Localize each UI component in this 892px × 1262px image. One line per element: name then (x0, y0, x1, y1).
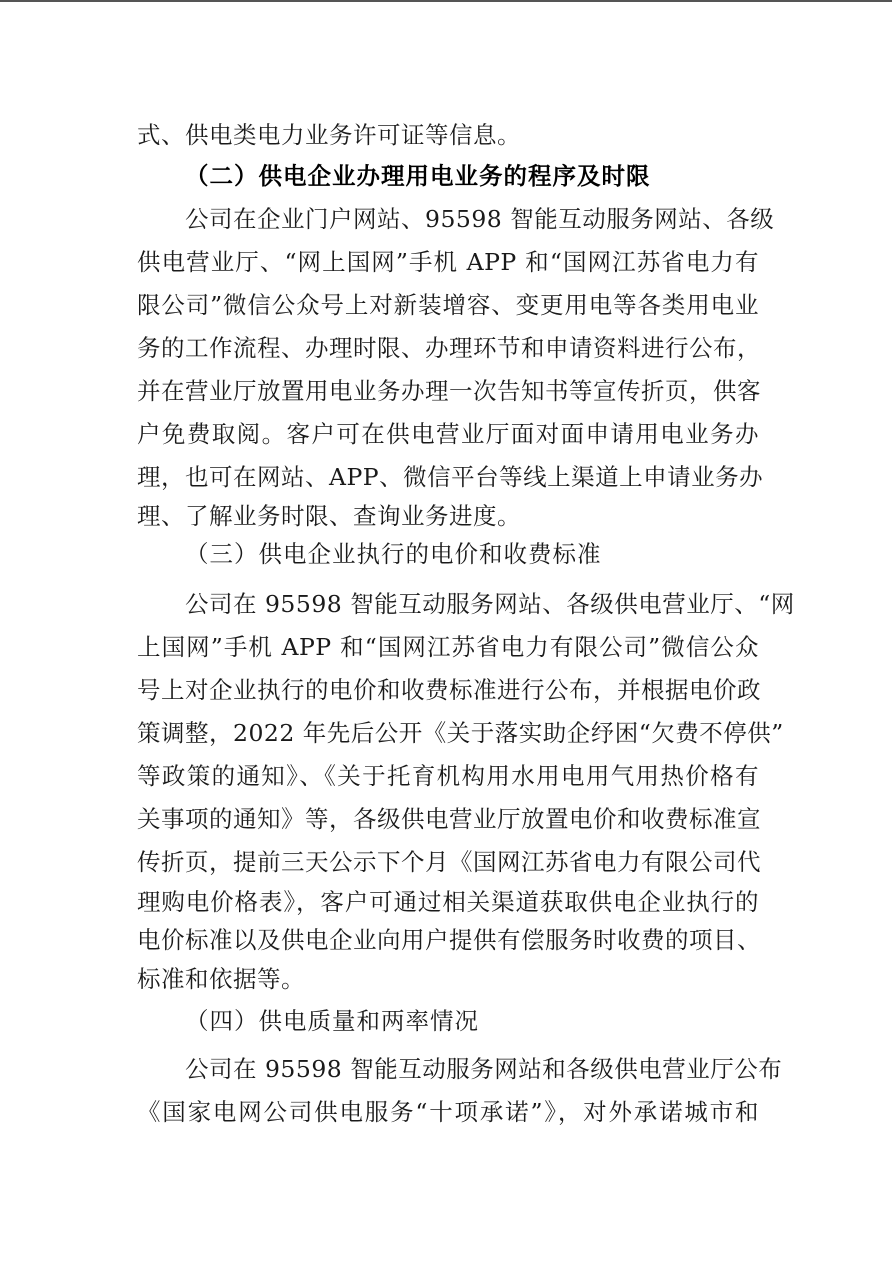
paragraph-line: 公司在 95598 智能互动服务网站、各级供电营业厅、“网 (185, 590, 795, 618)
paragraph-line: 公司在企业门户网站、95598 智能互动服务网站、各级 (185, 205, 775, 233)
paragraph-line: 号上对企业执行的电价和收费标准进行公布，并根据电价政 (137, 676, 761, 704)
paragraph-line: 公司在 95598 智能互动服务网站和各级供电营业厅公布 (185, 1055, 783, 1083)
paragraph-line: 策调整，2022 年先后公开《关于落实助企纾困“欠费不停供” (137, 719, 784, 747)
paragraph-line: 式、供电类电力业务许可证等信息。 (137, 121, 521, 149)
paragraph-line: 等政策的通知》、《关于托育机构用水用电用气用热价格有 (137, 762, 759, 790)
paragraph-line: 限公司”微信公众号上对新装增容、变更用电等各类用电业 (137, 291, 759, 319)
paragraph-line: 传折页，提前三天公示下个月《国网江苏省电力有限公司代 (137, 848, 761, 876)
paragraph-line: 供电营业厅、“网上国网”手机 APP 和“国网江苏省电力有 (137, 248, 759, 276)
section-heading-3: （三）供电企业执行的电价和收费标准 (185, 540, 602, 568)
paragraph-line: 标准和依据等。 (137, 965, 305, 993)
paragraph-line: 上国网”手机 APP 和“国网江苏省电力有限公司”微信公众 (137, 633, 759, 661)
paragraph-line: 并在营业厅放置用电业务办理一次告知书等宣传折页，供客 (137, 377, 761, 405)
paragraph-line: 理、了解业务时限、查询业务进度。 (137, 502, 521, 530)
paragraph-line: 理购电价格表》，客户可通过相关渠道获取供电企业执行的 (137, 888, 759, 916)
paragraph-line: 户免费取阅。客户可在供电营业厅面对面申请用电业务办 (137, 420, 759, 448)
section-heading-2: （二）供电企业办理用电业务的程序及时限 (185, 162, 651, 190)
paragraph-line: 理，也可在网站、APP、微信平台等线上渠道上申请业务办 (137, 463, 764, 491)
paragraph-line: 务的工作流程、办理时限、办理环节和申请资料进行公布， (137, 334, 761, 362)
paragraph-line: 《国家电网公司供电服务“十项承诺”》，对外承诺城市和 (137, 1098, 759, 1126)
paragraph-line: 电价标准以及供电企业向用户提供有偿服务时收费的项目、 (137, 926, 761, 954)
section-heading-4: （四）供电质量和两率情况 (185, 1007, 479, 1035)
paragraph-line: 关事项的通知》等，各级供电营业厅放置电价和收费标准宣 (137, 805, 761, 833)
